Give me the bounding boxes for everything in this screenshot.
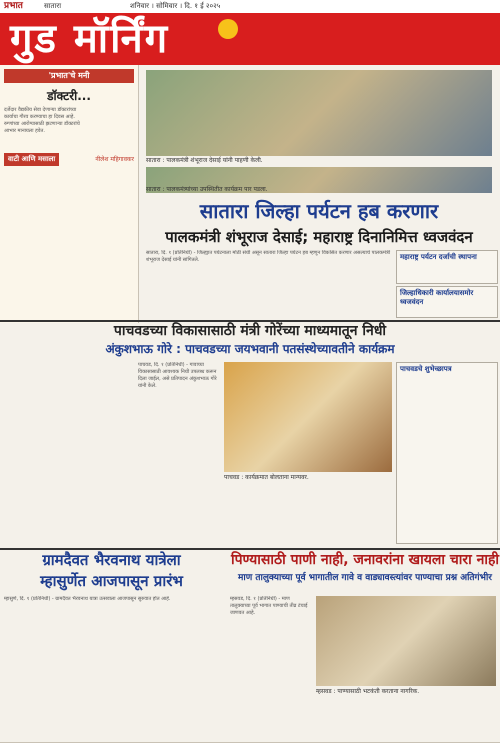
column-text-line: आभार मानायला हवेत. [4,128,45,134]
story-four-photo [316,596,496,686]
page-footer [0,742,500,753]
sun-icon [218,19,238,39]
story-three-body: म्हासुर्णे, दि. १ (प्रतिनिधी) - ग्रामदैवत भैरवनाथ यात्रा उत्सवाला आजपासून सुरुवात होत आहे. [4,596,171,602]
left-column [0,65,139,323]
story-two-photo [224,362,392,472]
main-story-body: सातारा, दि. १ (प्रतिनिधी) - जिल्ह्यात पर्यटनाला मोठी संधी असून सातारा जिल्हा पर्यटन हब म्हणून विकसित करणार असल्याचे पालकमंत्री शंभूराज देसाई यांनी सांगितले. [146,250,391,263]
column-headline: डॉक्टरी... [47,89,91,103]
lead-photo [146,70,492,156]
story-four-subheadline: माण तालुक्याच्या पूर्व भागातील गावे व वाड्यावस्त्यांवर पाण्याचा प्रश्न अतिगंभीर [238,573,492,583]
sidebar-box-heading: जिल्हाधिकारी कार्यालयासमोर ध्वजवंदन [400,289,474,306]
column-text-line: रुग्णांच्या आरोग्यासाठी झटणाऱ्या डॉक्टरांचे [4,121,80,127]
sidebar-box [396,250,498,284]
edition-city: सातारा [44,2,62,10]
masthead [0,13,500,65]
sidebar-box [396,286,498,318]
story-four-body: म्हसवड, दि. १ (प्रतिनिधी) - माण तालुक्याच्या पूर्व भागात पाण्याची तीव्र टंचाई जाणवत आहे. [230,596,308,616]
story-two-headline-band [0,320,500,358]
main-subheadline: पालकमंत्री शंभूराज देसाई; महाराष्ट्र दिनानिमित्त ध्वजवंदन [165,228,473,246]
main-headline: सातारा जिल्हा पर्यटन हब करणार [199,199,439,223]
column-text-line: कार्याचा गौरव करण्याचा हा दिवस आहे. [4,114,76,120]
story-three-headline-line1: ग्रामदैवत भैरवनाथ यात्रेला [42,551,181,569]
top-info-bar [0,0,500,14]
masthead-title: गुड मॉर्निंग [10,16,170,62]
side-column-author: नीलेश महिगावकर [95,156,134,163]
section-banner: 'प्रभात'चे मनी [4,69,134,83]
mid-photo-caption: सातारा : पालकमंत्र्यांच्या उपस्थितीत कार्यक्रम पार पडला. [146,186,268,193]
lead-photo-caption: सातारा : पालकमंत्री शंभूराज देसाई यांनी पाहणी केली. [146,157,263,164]
story-four-headline: पिण्यासाठी पाणी नाही, जनावरांना खायला चारा नाही [230,552,500,568]
edition-date: शनिवार । सोमिवार । दि. १ ई २०२५ [130,2,221,10]
story-two-subheadline: अंकुशभाऊ गोरे : पाचवडच्या जयभवानी पतसंस्थेच्यावतीने कार्यक्रम [105,342,395,356]
story-three-headline [0,550,223,594]
sidebar-box-heading: महाराष्ट्र पर्यटन दर्जाची स्थापना [400,253,477,261]
sidebar-box-heading: पाचवडचे शुभेच्छापत्र [400,365,452,373]
story-two-body: पाचवड, दि. १ (प्रतिनिधी) - गावाच्या विकासासाठी आवश्यक निधी उपलब्ध करून दिला जाईल, असे प्रतिपादन अंकुशभाऊ गोरे यांनी केले. [138,362,217,389]
story-four-header [230,550,500,594]
side-column-label: वाटी आणि मसाला [4,153,59,166]
story-three-headline-line2: म्हासुर्णेत आजपासून प्रारंभ [40,572,183,590]
publication-brand: प्रभात [4,1,23,11]
story-two-photo-caption: पाचवड : कार्यक्रमात बोलताना मान्यवर. [224,474,309,481]
lower-headline-band [0,548,500,594]
side-column-header [4,153,134,166]
story-two-headline: पाचवडच्या विकासासाठी मंत्री गोरेंच्या माध्यमातून निधी [113,323,387,339]
column-text-line: दर्जेदार वैद्यकीय सेवा देणाऱ्या डॉक्टरांच्या [4,107,77,113]
story-four-photo-caption: म्हसवड : पाण्यासाठी भटकंती करताना नागरिक. [316,688,420,695]
sidebar-box [396,362,498,544]
